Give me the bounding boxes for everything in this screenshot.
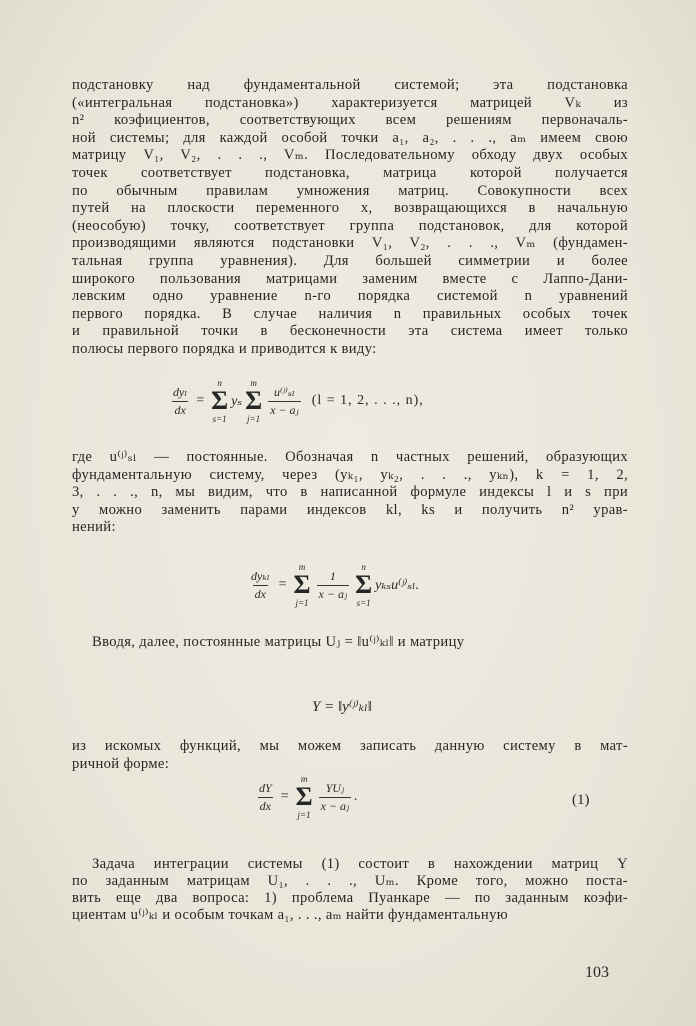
equation-1 — [168, 378, 424, 424]
denominator: x − aⱼ — [270, 402, 299, 417]
text-line: производящими являются подстановки V₁, V₂, . . ., Vₘ (фундамен- — [72, 235, 628, 252]
denominator: dx — [259, 798, 271, 813]
product-term: yₖₛu⁽ʲ⁾ₛₗ. — [375, 577, 419, 593]
upper-limit: n — [217, 378, 222, 388]
sigma-symbol: Σ — [295, 782, 313, 811]
text-line: широкого пользования матрицами заменим вместе с Лаппо-Дани- — [72, 270, 628, 287]
matrix-y-definition — [312, 697, 372, 716]
text-line: полюсы первого порядка и приводится к виду: — [72, 341, 377, 357]
upper-limit: m — [300, 774, 308, 784]
text-line: («интегральная подстановка») характеризуется матрицей Vₖ из — [72, 94, 628, 111]
text-line: и правильной точки в бесконечности эта система имеет только — [72, 323, 628, 340]
sum-over-j — [294, 562, 311, 608]
text-line: по обычным правилам умножения матриц. Совокупности всех — [72, 182, 628, 199]
equals-sign: = — [280, 789, 289, 804]
equation-2 — [246, 562, 419, 608]
derivative-fraction — [249, 569, 272, 602]
text-line: путей на плоскости переменного x, возвращающихся в начальную — [72, 200, 628, 217]
sum-over-j — [245, 378, 262, 424]
lower-limit: j=1 — [247, 414, 261, 424]
numerator: dyₗ — [173, 384, 188, 399]
text-line: нений: — [72, 519, 116, 535]
text-line: 3, . . ., n, мы видим, что в написанной формуле индексы l и s при — [72, 484, 628, 500]
denominator: dx — [254, 586, 266, 601]
text-line: Вводя, далее, постоянные матрицы Uⱼ = ‖u⁽ʲ⁾ₖₗ‖ и матрицу — [92, 634, 465, 650]
text-line: из искомых функций, мы можем записать данную систему в мат- — [72, 738, 628, 754]
text-line: левским одно уравнение n-го порядка системой n уравнений — [72, 288, 628, 305]
derivative-fraction — [257, 781, 274, 814]
page-number: 103 — [585, 964, 609, 981]
upper-limit: m — [250, 378, 257, 388]
lower-limit: j=1 — [297, 810, 311, 820]
lower-limit: s=1 — [212, 414, 227, 424]
derivative-fraction — [171, 385, 189, 418]
text-line: фундаментальную систему, через (yₖ₁, yₖ₂, . . ., yₖₙ), k = 1, 2, — [72, 466, 628, 483]
text-line: циентам u⁽ʲ⁾ₖₗ и особым точкам a₁, . . ., aₘ найти фундаментальную — [72, 907, 508, 923]
lower-limit: s=1 — [356, 598, 371, 608]
denominator: x − aⱼ — [320, 798, 350, 813]
sum-over-j — [296, 774, 313, 820]
text-line: n² коэфициентов, соответствующих всем решениям первоначаль- — [72, 112, 628, 129]
term-fraction — [268, 385, 301, 418]
text-line: ричной форме: — [72, 755, 170, 772]
text-line: y можно заменить парами индексов kl, ks и получить n² урав- — [72, 501, 628, 518]
equals-sign: = — [278, 577, 287, 592]
numerator: dyₖₗ — [251, 568, 270, 583]
sigma-symbol: Σ — [211, 386, 229, 415]
sigma-symbol: Σ — [245, 386, 263, 415]
term-fraction — [319, 781, 352, 814]
equation-3 — [254, 774, 358, 820]
term-y-s: yₛ — [231, 393, 243, 409]
text-line: подстановку над фундаментальной системой; эта подстановка — [72, 77, 628, 93]
numerator: dY — [259, 780, 272, 795]
matrix-y: Y = ‖y⁽ʲ⁾ₖₗ‖ — [312, 699, 372, 715]
sigma-symbol: Σ — [293, 570, 311, 599]
numerator: YUⱼ — [325, 780, 345, 795]
text-line: вить еще два вопроса: 1) проблема Пуанкаре — по заданным коэфи- — [72, 890, 628, 906]
text-line: точек соответствует подстановка, матрица которой получается — [72, 165, 628, 181]
text-line: по заданным матрицам U₁, . . ., Uₘ. Кроме того, можно поста- — [72, 873, 628, 889]
text-line: первого порядка. В случае наличия n правильных особых точек — [72, 305, 628, 322]
sigma-symbol: Σ — [355, 570, 373, 599]
text-line: где u⁽ʲ⁾ₛₗ — постоянные. Обозначая n частных решений, образующих — [72, 449, 628, 465]
text-line: (неособую) точку, соответствует группа подстановок, для которой — [72, 217, 628, 234]
term-fraction — [317, 569, 350, 602]
text-line: Задача интеграции системы (1) состоит в нахождении матриц Y — [92, 856, 628, 872]
text-line: матрицу V₁, V₂, . . ., Vₘ. Последовательному обходу двух особых — [72, 147, 628, 164]
denominator: x − aⱼ — [318, 586, 348, 601]
period: . — [354, 789, 358, 804]
index-range: (l = 1, 2, . . ., n), — [311, 393, 424, 408]
numerator: 1 — [329, 568, 336, 583]
numerator: u⁽ʲ⁾ₛₗ — [273, 384, 295, 399]
upper-limit: n — [361, 562, 366, 572]
sum-over-s — [211, 378, 228, 424]
text-line: тальная группа уравнения). Для большей симметрии и более — [72, 253, 628, 269]
equation-number: (1) — [572, 792, 590, 808]
denominator: dx — [174, 402, 186, 417]
upper-limit: m — [298, 562, 306, 572]
lower-limit: j=1 — [295, 598, 309, 608]
sum-over-s — [355, 562, 372, 608]
text-line: ной системы; для каждой особой точки a₁, a₂, . . ., aₘ имеем свою — [72, 129, 628, 146]
equals-sign: = — [196, 393, 205, 408]
